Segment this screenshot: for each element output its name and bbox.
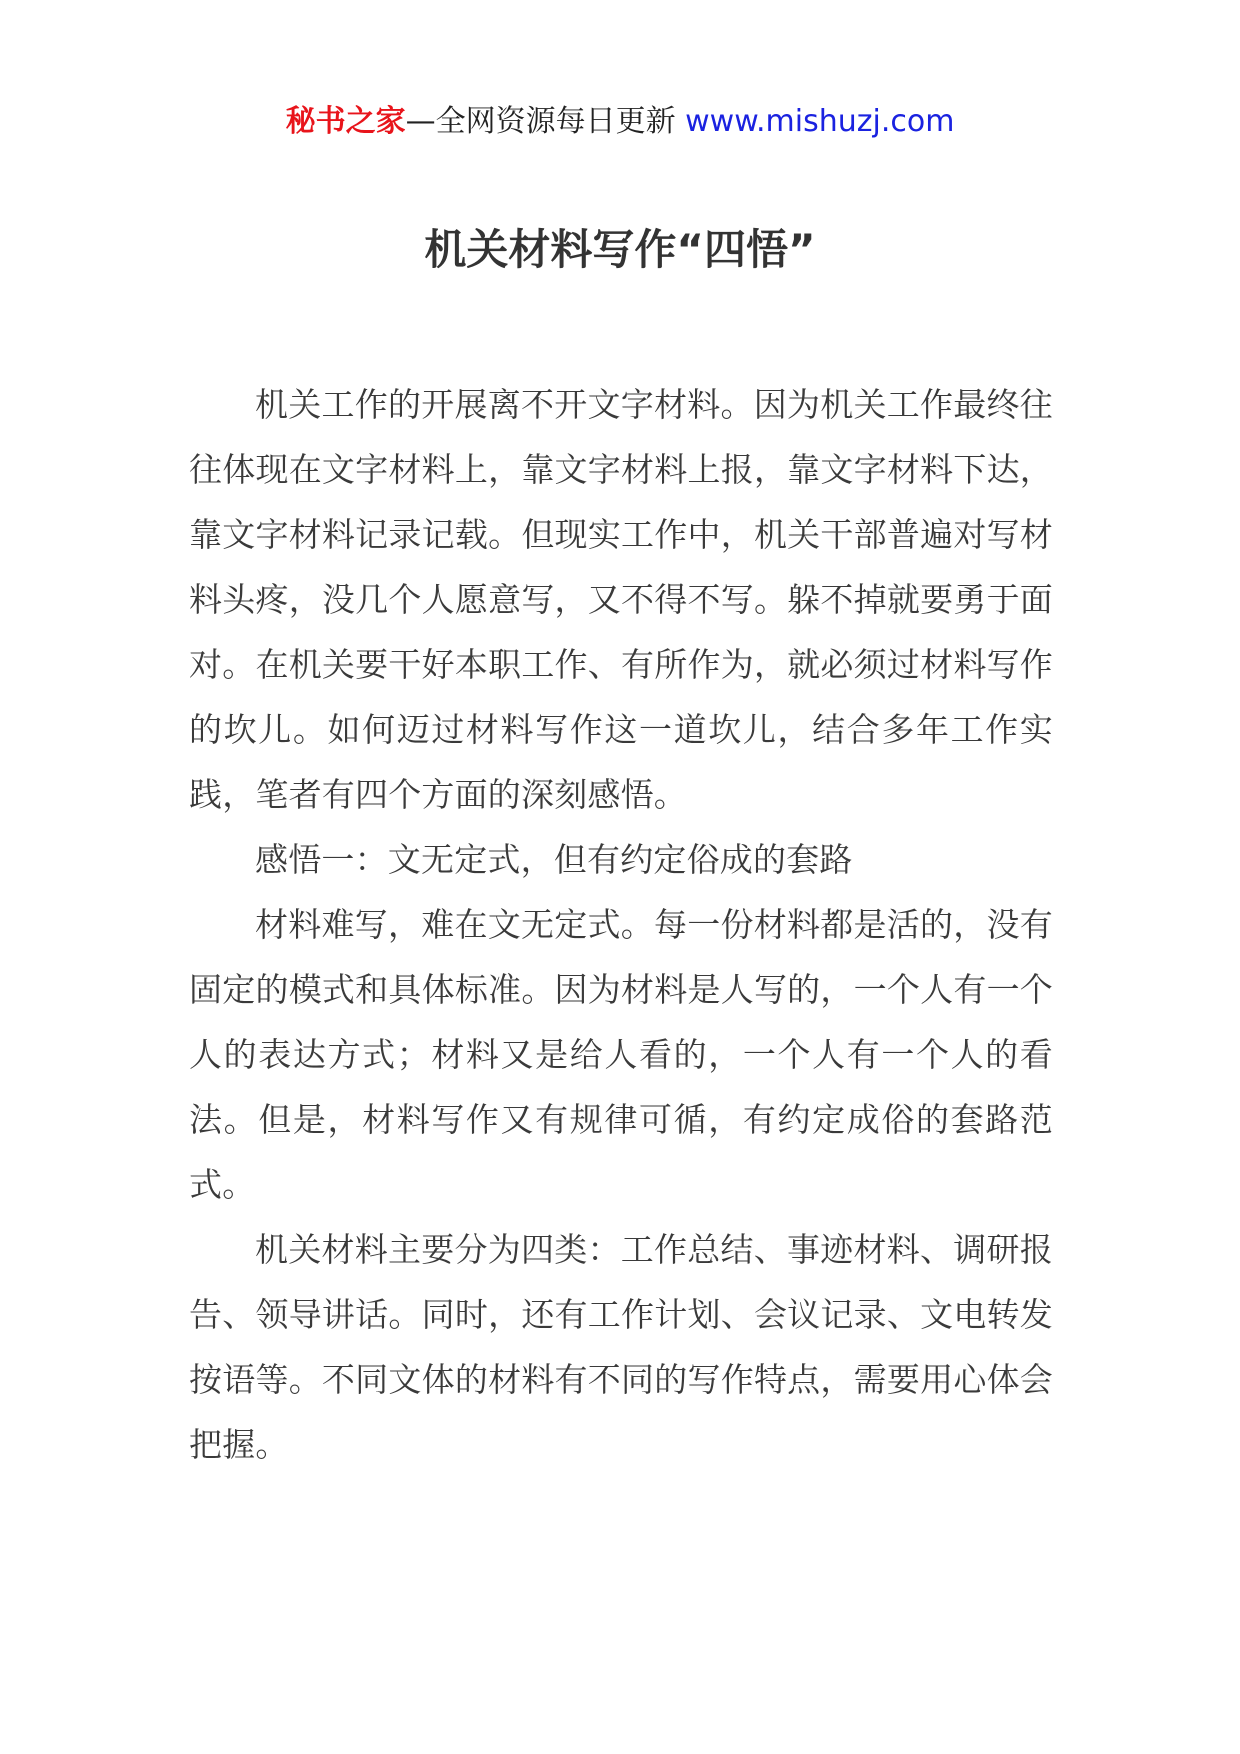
site-header bbox=[0, 100, 1240, 144]
intro-paragraph: 机关工作的开展离不开文字材料。因为机关工作最终往往体现在文字材料上，靠文字材料上报，靠文字材料下达，靠文字材料记录记载。但现实工作中，机关干部普遍对写材料头疼，没几个人愿意写，又不得不写。躲不掉就要勇于面对。在机关要干好本职工作、有所作为，就必须过材料写作的坎儿。如何迈过材料写作这一道坎儿，结合多年工作实践，笔者有四个方面的深刻感悟。 bbox=[189, 385, 1053, 814]
document-title: 机关材料写作“四悟” bbox=[424, 225, 816, 274]
section-heading: 感悟一：文无定式，但有约定俗成的套路 bbox=[255, 840, 853, 879]
site-slogan: —全网资源每日更新 bbox=[405, 104, 676, 139]
brand-name: 秘书之家 bbox=[285, 104, 406, 139]
body-paragraph: 材料难写，难在文无定式。每一份材料都是活的，没有固定的模式和具体标准。因为材料是人写的，一个人有一个人的表达方式；材料又是给人看的，一个人有一个人的看法。但是，材料写作又有规律可循，有约定成俗的套路范式。 bbox=[189, 905, 1053, 1204]
site-url-link[interactable]: www.mishuzj.com bbox=[685, 104, 955, 139]
body-paragraph: 机关材料主要分为四类：工作总结、事迹材料、调研报告、领导讲话。同时，还有工作计划、会议记录、文电转发按语等。不同文体的材料有不同的写作特点，需要用心体会把握。 bbox=[189, 1230, 1053, 1464]
document-body bbox=[189, 372, 1053, 1477]
